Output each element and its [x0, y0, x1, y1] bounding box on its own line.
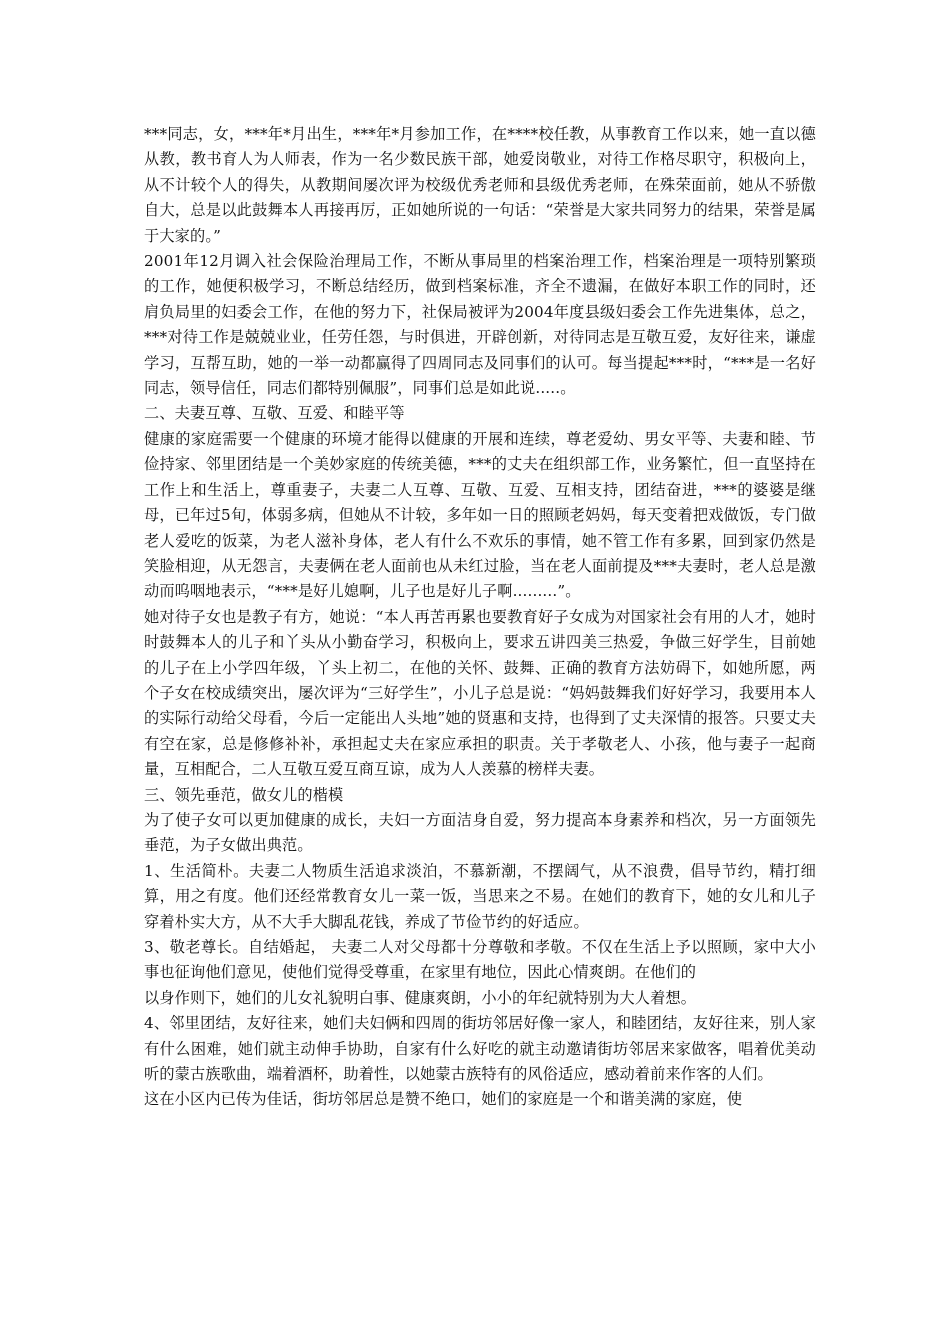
- paragraph-work-history: 2001年12月调入社会保险治理局工作，不断从事局里的档案治理工作，档案治理是一项特别繁琐的工作，她便积极学习，不断总结经历，做到档案标准，齐全不遗漏，在做好本职工作的同时，还肩负局里的妇委会工作，在他的努力下，社保局被评为2004年度县级妇委会工作先进集体，总之，***对待工作是兢兢业业，任劳任怨，与时俱进，开辟创新，对待同志是互敬互爱，友好往来，谦虚学习，互帮互助，她的一举一动都赢得了四周同志及同事们的认可。每当提起***时，“***是一名好同志，领导信任，同志们都特别佩服”，同事们总是如此说.....。: [144, 252, 816, 398]
- paragraph-lead-by-example: 以身作则下，她们的儿女礼貌明白事、健康爽朗，小小的年纪就特别为大人着想。: [144, 988, 697, 1007]
- paragraph-children-education: 她对待子女也是教子有方，她说：“本人再苦再累也要教育好子女成为对国家社会有用的人才，她时时鼓舞本人的儿子和丫头从小勤奋学习，积极向上，要求五讲四美三热爱，争做三好学生，目前她的儿子在上小学四年级，丫头上初二，在他的关怀、鼓舞、正确的教育方法妨碍下，如她所愿，两个子女在校成绩突出，屡次评为“三好学生”，小儿子总是说：“妈妈鼓舞我们好好学习，我要用本人的实际行动给父母看，今后一定能出人头地”她的贤惠和支持，也得到了丈夫深情的报答。只要丈夫有空在家，总是修修补补，承担起丈夫在家应承担的职责。关于孝敬老人、小孩，他与妻子一起商量，互相配合，二人互敬互爱互商互谅，成为人人羡慕的榜样夫妻。: [144, 607, 816, 779]
- paragraph-intro: ***同志，女，***年*月出生，***年*月参加工作，在****校任教，从事教育工作以来，她一直以德从教，教书育人为人师表，作为一名少数民族干部，她爱岗敬业，对待工作格尽职守，积极向上，从不计较个人的得失，从教期间屡次评为校级优秀老师和县级优秀老师，在殊荣面前，她从不骄傲自大，总是以此鼓舞本人再接再厉，正如她所说的一句话：“荣誉是大家共同努力的结果，荣誉是属于大家的。”: [144, 125, 816, 245]
- section-heading-3: 三、领先垂范，做女儿的楷模: [144, 785, 344, 804]
- paragraph-respect-elders: 3、敬老尊长。自结婚起， 夫妻二人对父母都十分尊敬和孝敬。不仅在生活上予以照顾，家中大小事也征询他们意见，使他们觉得受尊重，在家里有地位，因此心情爽朗。在他们的: [144, 938, 816, 982]
- section-heading-2: 二、夫妻互尊、互敬、互爱、和睦平等: [144, 404, 405, 423]
- paragraph-neighbors: 4、邻里团结，友好往来，她们夫妇俩和四周的街坊邻居好像一家人，和睦团结，友好往来，别人家有什么困难，她们就主动伸手协助，自家有什么好吃的就主动邀请街坊邻居来家做客，唱着优美动听的蒙古族歌曲，端着酒杯，助着性，以她蒙古族特有的风俗适应，感动着前来作客的人们。: [144, 1014, 816, 1084]
- document-body: [144, 122, 816, 1113]
- paragraph-simple-life: 1、生活简朴。夫妻二人物质生活追求淡泊，不慕新潮，不摆阔气，从不浪费，倡导节约，精打细算，用之有度。他们还经常教育女儿一菜一饭，当思来之不易。在她们的教育下，她的女儿和儿子穿着朴实大方，从不大手大脚乱花钱，养成了节俭节约的好适应。: [144, 861, 816, 931]
- paragraph-community-praise: 这在小区内已传为佳话，街坊邻居总是赞不绝口，她们的家庭是一个和谐美满的家庭，使: [144, 1090, 743, 1109]
- paragraph-role-model: 为了使子女可以更加健康的成长，夫妇一方面洁身自爱，努力提高本身素养和档次，另一方面领先垂范，为子女做出典范。: [144, 810, 816, 855]
- paragraph-family-harmony: 健康的家庭需要一个健康的环境才能得以健康的开展和连续，尊老爱幼、男女平等、夫妻和睦、节俭持家、邻里团结是一个美妙家庭的传统美德，***的丈夫在组织部工作，业务繁忙，但一直坚持在工作上和生活上，尊重妻子，夫妻二人互尊、互敬、互爱、互相支持，团结奋进，***的婆婆是继母，已年过5旬，体弱多病，但她从不计较，多年如一日的照顾老妈妈，每天变着把戏做饭，专门做老人爱吃的饭菜，为老人滋补身体，老人有什么不欢乐的事情，她不管工作有多累，回到家仍然是笑脸相迎，从无怨言，夫妻俩在老人面前也从未红过脸，当在老人面前提及***夫妻时，老人总是激动而呜咽地表示，“***是好儿媳啊，儿子也是好儿子啊.........”。: [144, 429, 816, 601]
